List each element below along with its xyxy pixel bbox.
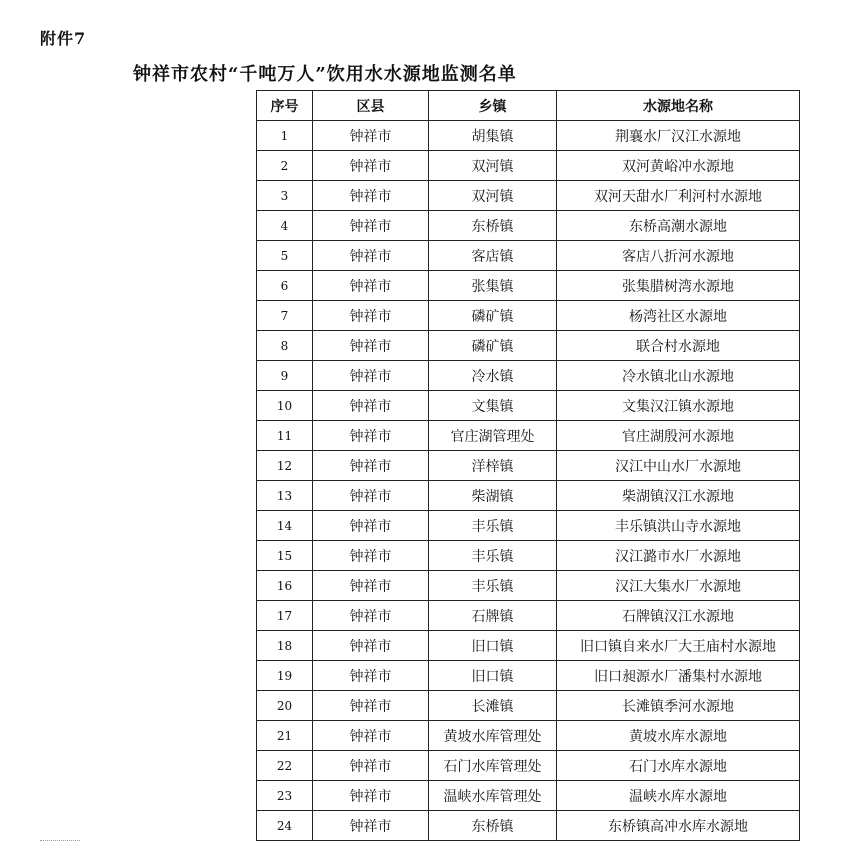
cell-township: 长滩镇: [429, 691, 557, 721]
cell-township: 东桥镇: [429, 211, 557, 241]
table-row: [257, 481, 800, 511]
cell-county: 钟祥市: [313, 271, 429, 301]
cell-index: 15: [257, 541, 313, 571]
cell-county: 钟祥市: [313, 661, 429, 691]
page-continuation-mark: [40, 840, 80, 847]
table-row: [257, 121, 800, 151]
cell-index: 21: [257, 721, 313, 751]
cell-county: 钟祥市: [313, 301, 429, 331]
table-row: [257, 721, 800, 751]
table-row: [257, 601, 800, 631]
cell-county: 钟祥市: [313, 541, 429, 571]
document-title: 钟祥市农村“千吨万人”饮用水水源地监测名单: [133, 64, 517, 85]
cell-township: 磷矿镇: [429, 331, 557, 361]
cell-index: 9: [257, 361, 313, 391]
cell-township: 官庄湖管理处: [429, 421, 557, 451]
cell-index: 6: [257, 271, 313, 301]
cell-source-name: 张集腊树湾水源地: [557, 271, 800, 301]
cell-county: 钟祥市: [313, 751, 429, 781]
table-header-row: [257, 91, 800, 121]
cell-index: 13: [257, 481, 313, 511]
cell-source-name: 汉江中山水厂水源地: [557, 451, 800, 481]
cell-township: 旧口镇: [429, 631, 557, 661]
table-row: [257, 421, 800, 451]
cell-township: 冷水镇: [429, 361, 557, 391]
table-row: [257, 211, 800, 241]
cell-index: 22: [257, 751, 313, 781]
cell-county: 钟祥市: [313, 601, 429, 631]
cell-county: 钟祥市: [313, 241, 429, 271]
table-row: [257, 631, 800, 661]
cell-source-name: 杨湾社区水源地: [557, 301, 800, 331]
cell-source-name: 石牌镇汉江水源地: [557, 601, 800, 631]
cell-source-name: 文集汉江镇水源地: [557, 391, 800, 421]
cell-index: 11: [257, 421, 313, 451]
table-row: [257, 241, 800, 271]
cell-source-name: 汉江大集水厂水源地: [557, 571, 800, 601]
cell-county: 钟祥市: [313, 811, 429, 841]
cell-index: 19: [257, 661, 313, 691]
header-source-name: 水源地名称: [557, 91, 800, 121]
cell-township: 丰乐镇: [429, 511, 557, 541]
cell-index: 2: [257, 151, 313, 181]
cell-county: 钟祥市: [313, 121, 429, 151]
cell-county: 钟祥市: [313, 571, 429, 601]
cell-county: 钟祥市: [313, 361, 429, 391]
cell-county: 钟祥市: [313, 391, 429, 421]
cell-source-name: 荆襄水厂汉江水源地: [557, 121, 800, 151]
cell-index: 18: [257, 631, 313, 661]
cell-township: 双河镇: [429, 151, 557, 181]
cell-index: 4: [257, 211, 313, 241]
cell-township: 双河镇: [429, 181, 557, 211]
cell-county: 钟祥市: [313, 511, 429, 541]
table-row: [257, 181, 800, 211]
table-row: [257, 511, 800, 541]
table-row: [257, 541, 800, 571]
cell-county: 钟祥市: [313, 151, 429, 181]
cell-source-name: 东桥高潮水源地: [557, 211, 800, 241]
attachment-label: 附件7: [40, 29, 87, 48]
table-row: [257, 661, 800, 691]
cell-index: 3: [257, 181, 313, 211]
cell-index: 17: [257, 601, 313, 631]
cell-source-name: 冷水镇北山水源地: [557, 361, 800, 391]
cell-index: 20: [257, 691, 313, 721]
cell-source-name: 柴湖镇汉江水源地: [557, 481, 800, 511]
table-row: [257, 331, 800, 361]
cell-county: 钟祥市: [313, 211, 429, 241]
cell-index: 24: [257, 811, 313, 841]
table-row: [257, 781, 800, 811]
cell-township: 丰乐镇: [429, 571, 557, 601]
cell-township: 胡集镇: [429, 121, 557, 151]
cell-index: 10: [257, 391, 313, 421]
cell-source-name: 温峡水库水源地: [557, 781, 800, 811]
cell-index: 23: [257, 781, 313, 811]
cell-source-name: 东桥镇高冲水库水源地: [557, 811, 800, 841]
table-row: [257, 271, 800, 301]
table-row: [257, 811, 800, 841]
cell-township: 东桥镇: [429, 811, 557, 841]
cell-county: 钟祥市: [313, 691, 429, 721]
cell-index: 7: [257, 301, 313, 331]
table-row: [257, 391, 800, 421]
table-row: [257, 751, 800, 781]
table-row: [257, 301, 800, 331]
cell-source-name: 长滩镇季河水源地: [557, 691, 800, 721]
cell-source-name: 联合村水源地: [557, 331, 800, 361]
cell-county: 钟祥市: [313, 331, 429, 361]
cell-source-name: 双河黄峪冲水源地: [557, 151, 800, 181]
cell-index: 5: [257, 241, 313, 271]
cell-township: 柴湖镇: [429, 481, 557, 511]
table-row: [257, 151, 800, 181]
header-township: 乡镇: [429, 91, 557, 121]
header-county: 区县: [313, 91, 429, 121]
cell-source-name: 黄坡水库水源地: [557, 721, 800, 751]
table-row: [257, 571, 800, 601]
cell-county: 钟祥市: [313, 181, 429, 211]
table-row: [257, 691, 800, 721]
header-index: 序号: [257, 91, 313, 121]
cell-county: 钟祥市: [313, 781, 429, 811]
cell-county: 钟祥市: [313, 631, 429, 661]
cell-county: 钟祥市: [313, 481, 429, 511]
cell-source-name: 旧口镇自来水厂大王庙村水源地: [557, 631, 800, 661]
cell-township: 石牌镇: [429, 601, 557, 631]
cell-county: 钟祥市: [313, 721, 429, 751]
cell-index: 12: [257, 451, 313, 481]
cell-county: 钟祥市: [313, 451, 429, 481]
table-row: [257, 361, 800, 391]
table-body: [257, 121, 800, 841]
cell-township: 石门水库管理处: [429, 751, 557, 781]
cell-source-name: 官庄湖殷河水源地: [557, 421, 800, 451]
cell-township: 客店镇: [429, 241, 557, 271]
cell-index: 14: [257, 511, 313, 541]
cell-source-name: 石门水库水源地: [557, 751, 800, 781]
cell-township: 张集镇: [429, 271, 557, 301]
cell-county: 钟祥市: [313, 421, 429, 451]
cell-township: 磷矿镇: [429, 301, 557, 331]
cell-source-name: 汉江潞市水厂水源地: [557, 541, 800, 571]
cell-township: 温峡水库管理处: [429, 781, 557, 811]
cell-source-name: 双河天甜水厂利河村水源地: [557, 181, 800, 211]
cell-township: 黄坡水库管理处: [429, 721, 557, 751]
table-row: [257, 451, 800, 481]
cell-township: 洋梓镇: [429, 451, 557, 481]
cell-index: 1: [257, 121, 313, 151]
cell-source-name: 丰乐镇洪山寺水源地: [557, 511, 800, 541]
cell-index: 8: [257, 331, 313, 361]
cell-township: 丰乐镇: [429, 541, 557, 571]
cell-township: 文集镇: [429, 391, 557, 421]
cell-township: 旧口镇: [429, 661, 557, 691]
cell-index: 16: [257, 571, 313, 601]
cell-source-name: 旧口昶源水厂潘集村水源地: [557, 661, 800, 691]
monitoring-list-table: [256, 90, 800, 841]
cell-source-name: 客店八折河水源地: [557, 241, 800, 271]
